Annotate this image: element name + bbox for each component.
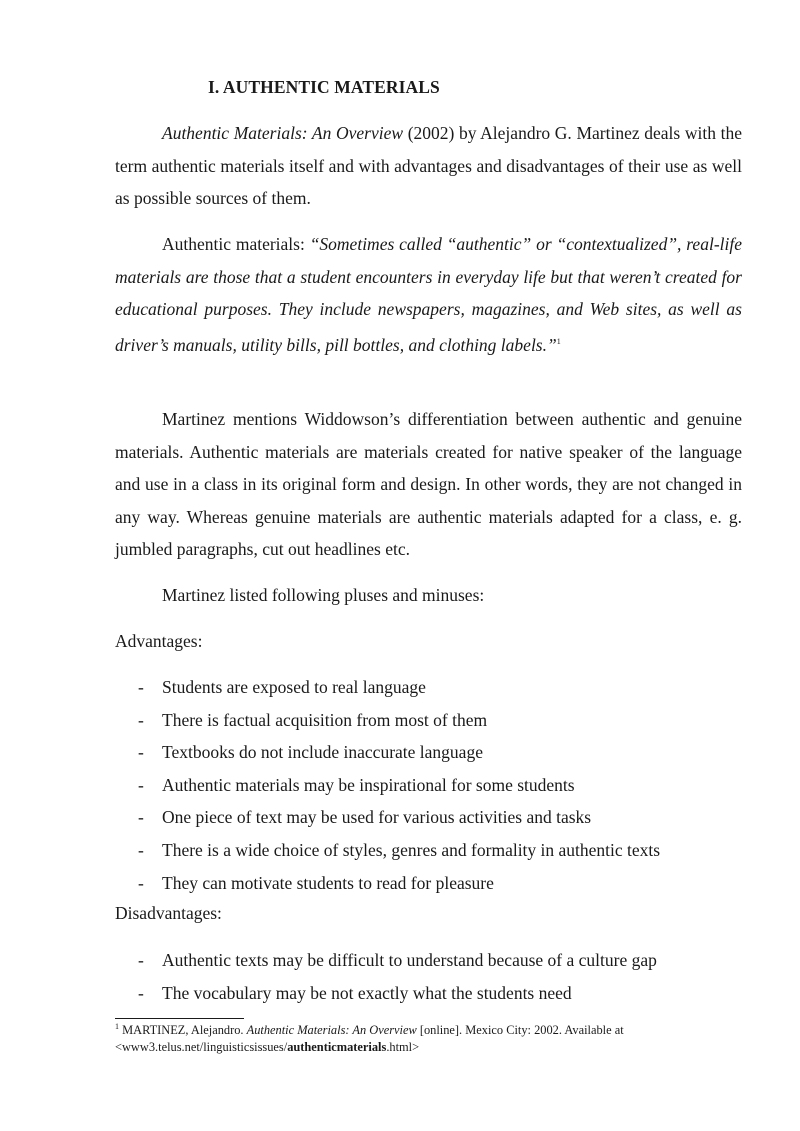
list-item-text: Students are exposed to real language [162,677,426,697]
list-dash: - [138,872,144,893]
disadvantages-list [115,944,742,1009]
list-item [115,801,742,834]
paragraph-overview [115,117,742,215]
footnote [115,1022,735,1056]
list-dash: - [138,950,144,970]
list-item-text: They can motivate students to read for pleasure [162,872,494,893]
list-item [115,769,742,802]
advantages-label: Advantages: [115,631,203,651]
list-item-text: Textbooks do not include inaccurate language [162,742,483,763]
list-dash: - [138,677,144,697]
list-dash: - [138,774,144,795]
list-item-text: Authentic materials may be inspirational for some students [162,774,575,795]
list-item-text: The vocabulary may be not exactly what the students need [162,982,572,1003]
paragraph-pluses-minuses: Martinez listed following pluses and minuses: [162,585,485,605]
advantages-list [115,671,742,899]
footnote-number: 1 [115,1021,119,1031]
list-item-text: There is factual acquisition from most of them [162,709,488,730]
list-item [115,834,742,867]
list-item [115,671,742,704]
list-dash: - [138,709,144,730]
paragraph-widdowson: Martinez mentions Widdowson’s differentiation between authentic and genuine materials. Authentic materials are materials created for native speaker of the language and use in a class in its original form and design. In other words, they are not changed in any way. Whereas genuine materials are authentic materials adapted for a class, e. g. jumbled paragraphs, cut out headlines etc. [115,409,742,560]
footnote-divider [115,1018,244,1019]
list-dash: - [138,982,144,1003]
list-item [115,944,742,977]
definition-lead: Authentic materials: [162,234,310,254]
footnote-details: [online]. Mexico City: 2002. Available at [416,1023,624,1037]
paragraph-overview-text: (2002) by Alejandro G. Martinez deals with the term authentic materials itself and with advantages and disadvantages of their use as well as possible sources of them. [115,123,742,209]
list-dash: - [138,807,144,828]
list-item-text: There is a wide choice of styles, genres and formality in authentic texts [162,839,661,860]
footnote-url-suffix: .html> [386,1040,420,1054]
section-heading: I. AUTHENTIC MATERIALS [208,77,440,97]
footnote-url-bold: authenticmaterials [287,1040,387,1054]
footnote-title: Authentic Materials: An Overview [246,1023,417,1037]
list-item [115,704,742,737]
list-item-text: Authentic texts may be difficult to understand because of a culture gap [162,950,657,970]
list-item [115,736,742,769]
list-item [115,977,742,1010]
footnote-url-prefix: <www3.telus.net/linguisticsissues/ [115,1040,288,1054]
definition-quote: “Sometimes called “authentic” or “contextualized”, real-life materials are those that a student encounters in everyday life but that weren’t created for educational purposes. They include newspapers, magazines, and Web sites, as well as driver’s manuals, utility bills, pill bottles, and clothing labels.” [115,234,742,355]
list-item [115,867,742,900]
footnote-author: MARTINEZ, Alejandro. [119,1023,247,1037]
book-title: Authentic Materials: An Overview [162,123,404,143]
footnote-reference: 1 [556,336,561,346]
list-item-text: One piece of text may be used for various activities and tasks [162,807,592,828]
list-dash: - [138,742,144,763]
paragraph-definition [115,228,742,361]
disadvantages-label: Disadvantages: [115,903,222,923]
list-dash: - [138,839,144,860]
